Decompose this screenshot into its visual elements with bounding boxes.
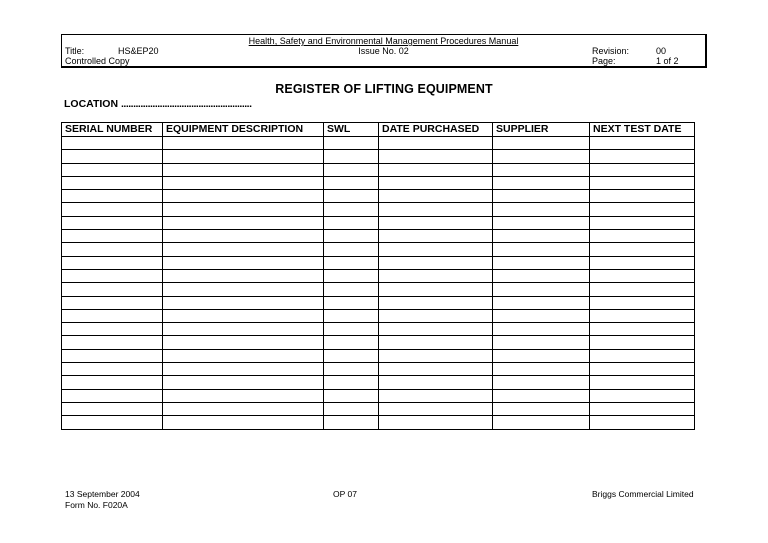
table-cell[interactable] xyxy=(163,283,324,296)
table-cell[interactable] xyxy=(62,402,163,415)
table-cell[interactable] xyxy=(62,176,163,189)
table-row xyxy=(62,216,695,229)
location-label: LOCATION xyxy=(64,98,119,110)
table-cell[interactable] xyxy=(163,230,324,243)
table-cell[interactable] xyxy=(590,416,695,429)
table-cell[interactable] xyxy=(163,256,324,269)
table-cell[interactable] xyxy=(324,256,379,269)
table-cell[interactable] xyxy=(379,283,493,296)
table-cell[interactable] xyxy=(62,137,163,150)
table-cell[interactable] xyxy=(324,269,379,282)
table-cell[interactable] xyxy=(163,243,324,256)
table-cell[interactable] xyxy=(62,416,163,429)
table-cell[interactable] xyxy=(590,402,695,415)
table-cell[interactable] xyxy=(493,176,590,189)
table-cell[interactable] xyxy=(379,230,493,243)
column-header-next-test-date: NEXT TEST DATE xyxy=(590,123,695,137)
table-cell[interactable] xyxy=(324,283,379,296)
table-cell[interactable] xyxy=(590,309,695,322)
footer-date: 13 September 2004 xyxy=(65,489,140,499)
table-cell[interactable] xyxy=(62,269,163,282)
table-row xyxy=(62,137,695,150)
table-cell[interactable] xyxy=(590,176,695,189)
table-cell[interactable] xyxy=(163,323,324,336)
table-cell[interactable] xyxy=(324,176,379,189)
table-row xyxy=(62,243,695,256)
table-cell[interactable] xyxy=(62,389,163,402)
table-cell[interactable] xyxy=(379,163,493,176)
table-cell[interactable] xyxy=(590,389,695,402)
table-cell[interactable] xyxy=(590,137,695,150)
column-header-supplier: SUPPLIER xyxy=(493,123,590,137)
table-cell[interactable] xyxy=(493,416,590,429)
table-cell[interactable] xyxy=(590,150,695,163)
table-cell[interactable] xyxy=(163,349,324,362)
table-cell[interactable] xyxy=(590,269,695,282)
table-cell[interactable] xyxy=(62,336,163,349)
table-cell[interactable] xyxy=(324,243,379,256)
column-header-date-purchased: DATE PURCHASED xyxy=(379,123,493,137)
table-cell[interactable] xyxy=(590,283,695,296)
table-cell[interactable] xyxy=(324,349,379,362)
table-cell[interactable] xyxy=(324,389,379,402)
table-cell[interactable] xyxy=(62,309,163,322)
table-cell[interactable] xyxy=(379,176,493,189)
table-row xyxy=(62,283,695,296)
table-cell[interactable] xyxy=(493,323,590,336)
table-row xyxy=(62,150,695,163)
table-cell[interactable] xyxy=(379,416,493,429)
table-cell[interactable] xyxy=(493,269,590,282)
table-cell[interactable] xyxy=(324,150,379,163)
table-cell[interactable] xyxy=(324,402,379,415)
table-cell[interactable] xyxy=(590,243,695,256)
table-cell[interactable] xyxy=(379,363,493,376)
table-cell[interactable] xyxy=(62,283,163,296)
table-cell[interactable] xyxy=(324,309,379,322)
table-cell[interactable] xyxy=(590,349,695,362)
table-cell[interactable] xyxy=(324,230,379,243)
table-cell[interactable] xyxy=(379,296,493,309)
table-cell[interactable] xyxy=(493,402,590,415)
table-cell[interactable] xyxy=(62,230,163,243)
table-row xyxy=(62,363,695,376)
table-cell[interactable] xyxy=(163,163,324,176)
table-cell[interactable] xyxy=(62,216,163,229)
table-cell[interactable] xyxy=(163,137,324,150)
table-cell[interactable] xyxy=(493,283,590,296)
table-row xyxy=(62,402,695,415)
table-row xyxy=(62,349,695,362)
table-cell[interactable] xyxy=(379,309,493,322)
table-cell[interactable] xyxy=(590,323,695,336)
table-cell[interactable] xyxy=(379,402,493,415)
table-cell[interactable] xyxy=(493,203,590,216)
table-row xyxy=(62,389,695,402)
table-cell[interactable] xyxy=(163,176,324,189)
table-row xyxy=(62,296,695,309)
table-cell[interactable] xyxy=(590,203,695,216)
table-cell[interactable] xyxy=(493,243,590,256)
controlled-copy: Controlled Copy xyxy=(65,56,130,66)
table-cell[interactable] xyxy=(62,243,163,256)
page-label: Page: xyxy=(592,56,616,66)
table-cell[interactable] xyxy=(379,203,493,216)
footer-op: OP 07 xyxy=(333,489,357,499)
table-cell[interactable] xyxy=(324,323,379,336)
table-row xyxy=(62,309,695,322)
table-row xyxy=(62,190,695,203)
table-cell[interactable] xyxy=(163,376,324,389)
location-field[interactable]: ...................................................... xyxy=(120,98,252,110)
table-cell[interactable] xyxy=(379,137,493,150)
table-cell[interactable] xyxy=(324,296,379,309)
table-cell[interactable] xyxy=(590,216,695,229)
table-cell[interactable] xyxy=(379,256,493,269)
footer-form-number: Form No. F020A xyxy=(65,500,128,510)
table-cell[interactable] xyxy=(379,323,493,336)
table-cell[interactable] xyxy=(493,309,590,322)
table-cell[interactable] xyxy=(493,296,590,309)
table-cell[interactable] xyxy=(324,137,379,150)
table-cell[interactable] xyxy=(163,336,324,349)
table-cell[interactable] xyxy=(379,216,493,229)
table-cell[interactable] xyxy=(493,190,590,203)
table-cell[interactable] xyxy=(324,363,379,376)
table-cell[interactable] xyxy=(590,336,695,349)
table-cell[interactable] xyxy=(379,269,493,282)
table-cell[interactable] xyxy=(324,203,379,216)
table-cell[interactable] xyxy=(163,203,324,216)
table-cell[interactable] xyxy=(379,243,493,256)
table-cell[interactable] xyxy=(163,269,324,282)
lifting-equipment-register-table xyxy=(61,122,695,430)
table-cell[interactable] xyxy=(590,163,695,176)
table-cell[interactable] xyxy=(163,296,324,309)
table-row xyxy=(62,269,695,282)
column-header-serial-number: SERIAL NUMBER xyxy=(62,123,163,137)
table-cell[interactable] xyxy=(324,190,379,203)
table-cell[interactable] xyxy=(493,150,590,163)
table-row xyxy=(62,203,695,216)
table-cell[interactable] xyxy=(163,309,324,322)
table-cell[interactable] xyxy=(163,402,324,415)
table-cell[interactable] xyxy=(379,336,493,349)
table-cell[interactable] xyxy=(379,349,493,362)
column-header-swl: SWL xyxy=(324,123,379,137)
table-cell[interactable] xyxy=(163,150,324,163)
page-value: 1 of 2 xyxy=(656,56,679,66)
title-value: HS&EP20 xyxy=(118,46,159,56)
table-cell[interactable] xyxy=(62,363,163,376)
table-row xyxy=(62,336,695,349)
table-cell[interactable] xyxy=(62,256,163,269)
table-cell[interactable] xyxy=(163,363,324,376)
table-cell[interactable] xyxy=(493,349,590,362)
table-cell[interactable] xyxy=(62,349,163,362)
table-cell[interactable] xyxy=(493,230,590,243)
table-cell[interactable] xyxy=(493,363,590,376)
table-cell[interactable] xyxy=(62,150,163,163)
footer-company: Briggs Commercial Limited xyxy=(592,489,694,499)
location-line xyxy=(64,98,252,110)
table-cell[interactable] xyxy=(590,256,695,269)
table-cell[interactable] xyxy=(493,256,590,269)
table-cell[interactable] xyxy=(324,416,379,429)
issue-number: Issue No. 02 xyxy=(358,46,409,56)
table-row xyxy=(62,416,695,429)
table-cell[interactable] xyxy=(590,190,695,203)
table-cell[interactable] xyxy=(379,190,493,203)
table-row xyxy=(62,376,695,389)
table-cell[interactable] xyxy=(493,389,590,402)
table-cell[interactable] xyxy=(493,216,590,229)
title-label: Title: xyxy=(65,46,85,56)
table-cell[interactable] xyxy=(324,216,379,229)
table-cell[interactable] xyxy=(163,389,324,402)
revision-value: 00 xyxy=(656,46,667,56)
table-cell[interactable] xyxy=(493,163,590,176)
table-cell[interactable] xyxy=(163,190,324,203)
table-cell[interactable] xyxy=(379,150,493,163)
table-cell[interactable] xyxy=(324,376,379,389)
table-cell[interactable] xyxy=(324,336,379,349)
manual-title: Health, Safety and Environmental Management Procedures Manual xyxy=(248,36,519,46)
table-cell[interactable] xyxy=(493,137,590,150)
table-cell[interactable] xyxy=(590,230,695,243)
table-cell[interactable] xyxy=(62,296,163,309)
table-cell[interactable] xyxy=(324,163,379,176)
page-title: REGISTER OF LIFTING EQUIPMENT xyxy=(275,82,493,96)
table-row xyxy=(62,230,695,243)
column-header-equipment-description: EQUIPMENT DESCRIPTION xyxy=(163,123,324,137)
table-cell[interactable] xyxy=(379,389,493,402)
table-cell[interactable] xyxy=(590,296,695,309)
table-row xyxy=(62,163,695,176)
table-row xyxy=(62,176,695,189)
table-row xyxy=(62,256,695,269)
table-cell[interactable] xyxy=(163,216,324,229)
table-header-row xyxy=(62,123,695,137)
table-cell[interactable] xyxy=(62,376,163,389)
table-cell[interactable] xyxy=(590,363,695,376)
revision-label: Revision: xyxy=(592,46,630,56)
table-row xyxy=(62,323,695,336)
table-cell[interactable] xyxy=(379,376,493,389)
table-cell[interactable] xyxy=(493,376,590,389)
table-cell[interactable] xyxy=(163,416,324,429)
table-cell[interactable] xyxy=(493,336,590,349)
document-header xyxy=(61,34,707,68)
table-cell[interactable] xyxy=(62,323,163,336)
table-cell[interactable] xyxy=(62,163,163,176)
table-cell[interactable] xyxy=(62,203,163,216)
table-cell[interactable] xyxy=(590,376,695,389)
table-cell[interactable] xyxy=(62,190,163,203)
